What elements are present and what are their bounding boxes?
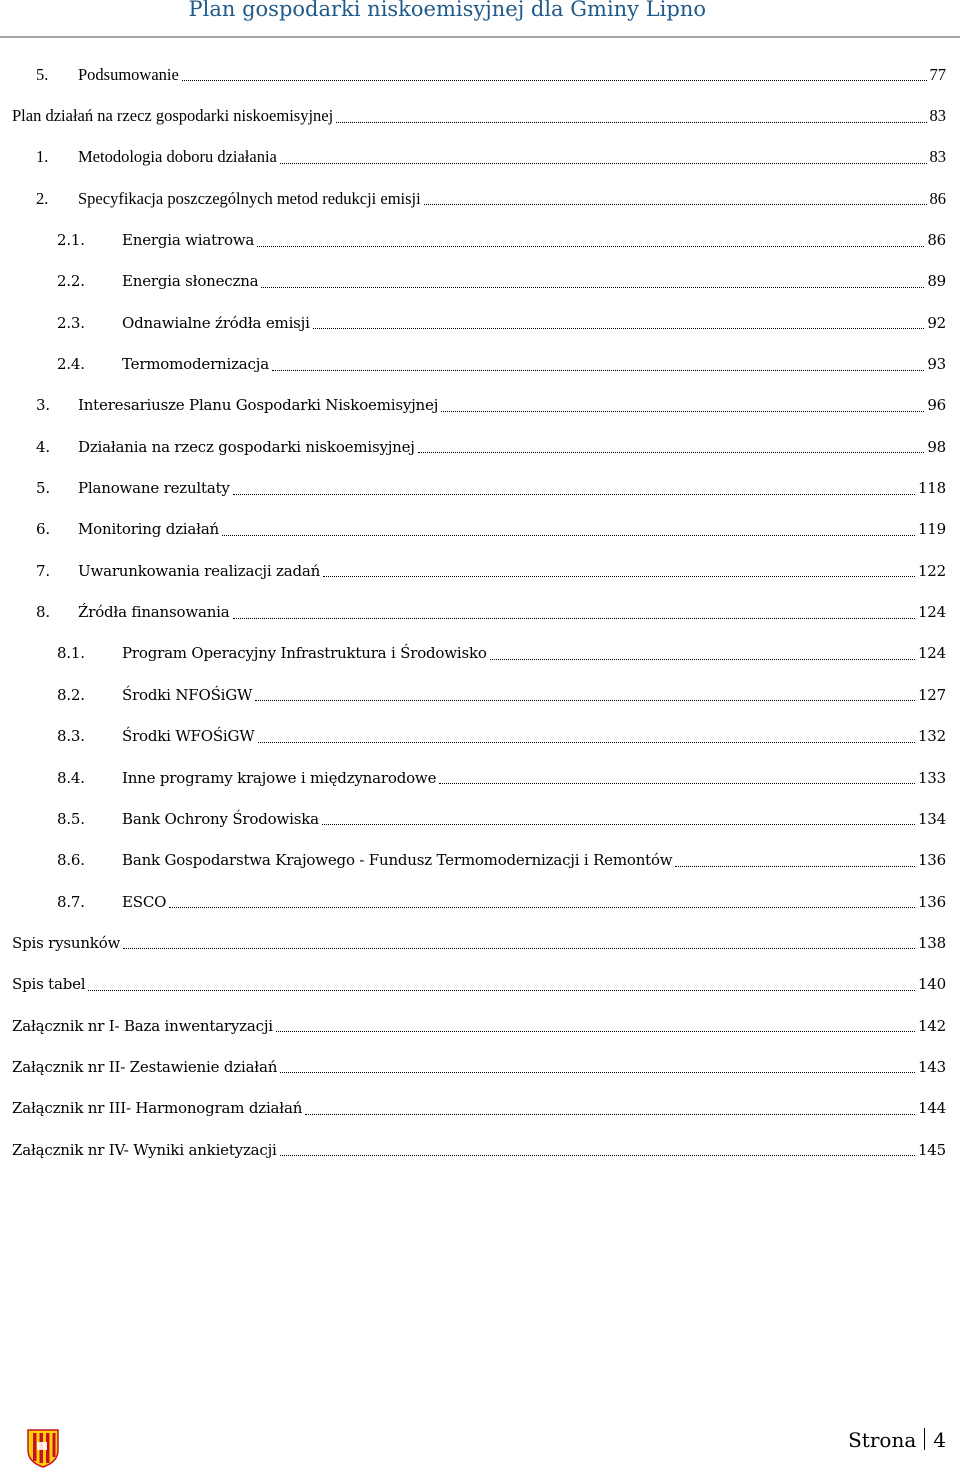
toc-entry-title: Załącznik nr III- Harmonogram działań <box>12 1099 303 1118</box>
toc-entry-number: 8.2. <box>57 685 85 704</box>
toc-entry-title: Spis tabel <box>12 975 86 994</box>
toc-entry-title: Interesariusze Planu Gospodarki Niskoemisyjnej <box>78 396 439 415</box>
coat-of-arms-icon <box>26 1428 60 1468</box>
toc-entry-page: 144 <box>917 1099 946 1118</box>
dot-leader <box>322 824 915 825</box>
toc-entry-title: Załącznik nr IV- Wyniki ankietyzacji <box>12 1140 277 1159</box>
toc-entry-number: 2.2. <box>57 272 85 291</box>
toc-entry-number: 8.3. <box>57 727 85 746</box>
dot-leader <box>88 990 915 991</box>
toc-entry-page: 142 <box>917 1016 946 1035</box>
toc-entry[interactable] <box>0 467 960 508</box>
dot-leader <box>276 1031 915 1032</box>
toc-entry[interactable] <box>0 343 960 384</box>
toc-entry[interactable] <box>0 964 960 1005</box>
toc-entry-title: Odnawialne źródła emisji <box>122 313 310 332</box>
toc-entry-page: 136 <box>917 851 946 870</box>
toc-entry-number: 4. <box>36 437 50 456</box>
page-label: Strona <box>848 1428 917 1452</box>
dot-leader <box>313 328 925 329</box>
toc-entry-page: 124 <box>917 603 946 622</box>
toc-entry-number: 6. <box>36 520 50 539</box>
toc-entry-title: Energia słoneczna <box>122 272 259 291</box>
toc-entry-page: 134 <box>917 809 946 828</box>
toc-entry-title: ESCO <box>122 892 167 911</box>
page-number-value: 4 <box>933 1428 946 1452</box>
toc-entry[interactable] <box>0 674 960 715</box>
divider <box>924 1428 925 1450</box>
dot-leader <box>439 783 915 784</box>
toc-entry-number: 8.6. <box>57 851 85 870</box>
toc-entry-title: Działania na rzecz gospodarki niskoemisyjnej <box>78 437 415 456</box>
toc-entry-title: Środki NFOŚiGW <box>122 685 253 704</box>
document-title: Plan gospodarki niskoemisyjnej dla Gminy Lipno <box>188 0 706 21</box>
toc-entry[interactable] <box>0 757 960 798</box>
toc-entry-number: 8. <box>36 603 50 622</box>
toc-entry-title: Środki WFOŚiGW <box>122 727 255 746</box>
dot-leader <box>280 163 927 164</box>
dot-leader <box>272 370 924 371</box>
dot-leader <box>424 204 927 205</box>
toc-entry[interactable] <box>0 1005 960 1046</box>
toc-entry[interactable] <box>0 798 960 839</box>
toc-entry-number: 2.4. <box>57 355 85 374</box>
toc-entry[interactable] <box>0 840 960 881</box>
dot-leader <box>123 948 915 949</box>
toc-entry[interactable] <box>0 716 960 757</box>
dot-leader <box>418 452 925 453</box>
toc-entry[interactable] <box>0 1129 960 1170</box>
toc-entry-page: 145 <box>917 1140 946 1159</box>
toc-entry-title: Załącznik nr II- Zestawienie działań <box>12 1057 278 1076</box>
toc-entry-page: 118 <box>917 479 946 498</box>
toc-entry-number: 5. <box>36 64 49 84</box>
toc-entry-title: Źródła finansowania <box>78 603 230 622</box>
toc-entry-title: Inne programy krajowe i międzynarodowe <box>122 768 437 787</box>
toc-entry-title: Bank Ochrony Środowiska <box>122 809 319 828</box>
toc-entry-number: 2.3. <box>57 313 85 332</box>
dot-leader <box>258 742 915 743</box>
toc-entry-title: Załącznik nr I- Baza inwentaryzacji <box>12 1016 273 1035</box>
toc-entry[interactable] <box>0 219 960 260</box>
toc-entry-title: Specyfikacja poszczególnych metod redukcji emisji <box>78 188 421 208</box>
toc-entry[interactable] <box>0 1046 960 1087</box>
toc-entry-title: Program Operacyjny Infrastruktura i Środowisko <box>122 644 487 663</box>
toc-entry-page: 92 <box>927 313 946 332</box>
toc-entry-page: 143 <box>917 1057 946 1076</box>
toc-entry-number: 8.5. <box>57 809 85 828</box>
toc-entry-page: 132 <box>917 727 946 746</box>
dot-leader <box>257 246 924 247</box>
toc-entry-page: 138 <box>917 933 946 952</box>
toc-entry-title: Planowane rezultaty <box>78 479 230 498</box>
toc-entry-page: 119 <box>917 520 946 539</box>
toc-entry-number: 1. <box>36 147 49 167</box>
toc-entry-number: 8.1. <box>57 644 85 663</box>
toc-entry[interactable] <box>0 137 960 178</box>
toc-entry[interactable] <box>0 633 960 674</box>
dot-leader <box>182 80 927 81</box>
dot-leader <box>261 287 924 288</box>
dot-leader <box>280 1072 915 1073</box>
dot-leader <box>323 576 915 577</box>
toc-entry-page: 89 <box>927 272 946 291</box>
toc-entry[interactable] <box>0 922 960 963</box>
toc-entry[interactable] <box>0 302 960 343</box>
toc-entry-title: Termomodernizacja <box>122 355 269 374</box>
toc-entry-page: 98 <box>927 437 946 456</box>
toc-entry-number: 2.1. <box>57 231 85 250</box>
toc-entry-title: Energia wiatrowa <box>122 231 255 250</box>
toc-entry-page: 133 <box>917 768 946 787</box>
toc-entry-number: 5. <box>36 479 50 498</box>
toc-entry-title: Spis rysunków <box>12 933 121 952</box>
toc-entry-page: 124 <box>917 644 946 663</box>
toc-entry[interactable] <box>0 881 960 922</box>
toc-entry[interactable] <box>0 54 960 95</box>
toc-entry-number: 2. <box>36 188 49 208</box>
dot-leader <box>169 907 915 908</box>
toc-entry-page: 122 <box>917 561 946 580</box>
toc-entry-page: 127 <box>917 685 946 704</box>
dot-leader <box>336 122 926 123</box>
toc-entry-title: Metodologia doboru działania <box>78 147 277 167</box>
toc-entry-title: Plan działań na rzecz gospodarki niskoemisyjnej <box>12 106 334 126</box>
toc-entry[interactable] <box>0 509 960 550</box>
toc-entry-page: 77 <box>929 64 946 84</box>
table-of-contents <box>0 54 960 1170</box>
dot-leader <box>675 866 915 867</box>
dot-leader <box>255 700 915 701</box>
dot-leader <box>233 494 915 495</box>
toc-entry-title: Bank Gospodarstwa Krajowego - Fundusz Termomodernizacji i Remontów <box>122 851 673 870</box>
page-number <box>848 1428 946 1452</box>
toc-entry-page: 86 <box>927 231 946 250</box>
toc-entry[interactable] <box>0 261 960 302</box>
toc-entry-title: Uwarunkowania realizacji zadań <box>78 561 321 580</box>
toc-entry-page: 83 <box>929 147 946 167</box>
toc-entry-page: 140 <box>917 975 946 994</box>
dot-leader <box>305 1114 915 1115</box>
toc-entry-number: 8.4. <box>57 768 85 787</box>
toc-entry[interactable] <box>0 178 960 219</box>
toc-entry[interactable] <box>0 591 960 632</box>
toc-entry-page: 86 <box>929 188 946 208</box>
toc-entry-title: Monitoring działań <box>78 520 220 539</box>
dot-leader <box>222 535 915 536</box>
toc-entry-page: 96 <box>927 396 946 415</box>
toc-entry[interactable] <box>0 550 960 591</box>
toc-entry[interactable] <box>0 95 960 136</box>
page-header <box>0 0 960 38</box>
dot-leader <box>441 411 924 412</box>
toc-entry-number: 8.7. <box>57 892 85 911</box>
toc-entry[interactable] <box>0 1088 960 1129</box>
toc-entry-title: Podsumowanie <box>78 64 179 84</box>
toc-entry-page: 83 <box>929 106 946 126</box>
toc-entry[interactable] <box>0 426 960 467</box>
toc-entry-number: 3. <box>36 396 50 415</box>
dot-leader <box>233 618 915 619</box>
toc-entry[interactable] <box>0 385 960 426</box>
toc-entry-page: 136 <box>917 892 946 911</box>
dot-leader <box>280 1155 915 1156</box>
dot-leader <box>490 659 915 660</box>
toc-entry-page: 93 <box>927 355 946 374</box>
toc-entry-number: 7. <box>36 561 50 580</box>
